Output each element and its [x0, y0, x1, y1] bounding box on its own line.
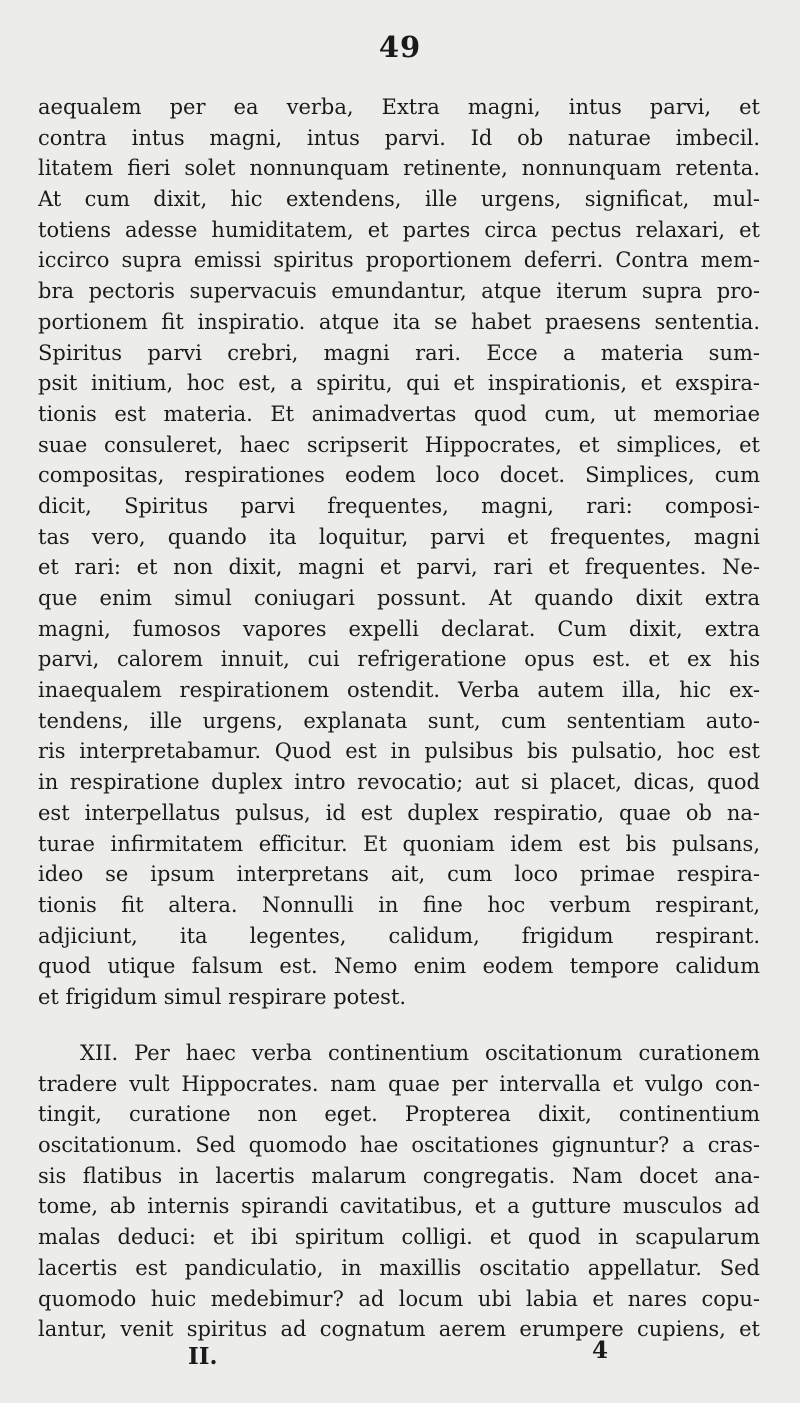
text-line: in respiratione duplex intro revocatio; aut si placet, dicas, quod	[38, 770, 760, 795]
paragraph-2	[38, 1038, 760, 1345]
text-line: inaequalem respirationem ostendit. Verba autem illa, hic ex-	[38, 678, 760, 703]
text-line: iccirco supra emissi spiritus proportionem deferri. Contra mem-	[38, 248, 760, 273]
text-line: bra pectoris supervacuis emundantur, atque iterum supra pro-	[38, 279, 760, 304]
text-line: litatem fieri solet nonnunquam retinente, nonnunquam retenta.	[38, 156, 760, 181]
text-line: adjiciunt, ita legentes, calidum, frigidum respirant.	[38, 923, 760, 948]
text-line: portionem fit inspiratio. atque ita se habet praesens sententia.	[38, 309, 760, 334]
text-line: sis flatibus in lacertis malarum congregatis. Nam docet ana-	[38, 1163, 760, 1188]
text-line: Spiritus parvi crebri, magni rari. Ecce a materia sum-	[38, 340, 760, 365]
text-line: ideo se ipsum interpretans ait, cum loco primae respira-	[38, 862, 760, 887]
text-line: At cum dixit, hic extendens, ille urgens, significat, mul-	[38, 187, 760, 212]
text-line: oscitationum. Sed quomodo hae oscitationes gignuntur? a cras-	[38, 1133, 760, 1158]
text-line: tome, ab internis spirandi cavitatibus, et a gutture musculos ad	[38, 1194, 760, 1219]
text-line: ris interpretabamur. Quod est in pulsibus bis pulsatio, hoc est	[38, 739, 760, 764]
text-line: tionis fit altera. Nonnulli in fine hoc verbum respirant,	[38, 892, 760, 917]
text-line: que enim simul coniugari possunt. At quando dixit extra	[38, 586, 760, 610]
text-line: tionis est materia. Et animadvertas quod cum, ut memoriae	[38, 401, 760, 426]
page-number: 49	[378, 30, 422, 64]
text-line: lantur, venit spiritus ad cognatum aerem erumpere cupiens, et	[38, 1317, 760, 1342]
text-line: et rari: et non dixit, magni et parvi, rari et frequentes. Ne-	[38, 555, 760, 580]
text-line: XII. Per haec verba continentium oscitationum curationem	[80, 1041, 760, 1065]
text-line: turae infirmitatem efficitur. Et quoniam idem est bis pulsans,	[38, 831, 760, 856]
signature-mark: II.	[188, 1343, 218, 1370]
text-line: totiens adesse humiditatem, et partes circa pectus relaxari, et	[38, 217, 760, 242]
text-line: quomodo huic medebimur? ad locum ubi labia et nares copu-	[38, 1286, 760, 1311]
text-line: aequalem per ea verba, Extra magni, intus parvi, et	[38, 95, 760, 119]
sheet-number: 4	[592, 1337, 609, 1364]
text-line: lacertis est pandiculatio, in maxillis oscitatio appellatur. Sed	[38, 1255, 760, 1280]
text-line: tingit, curatione non eget. Propterea dixit, continentium	[38, 1102, 760, 1127]
text-line: suae consuleret, haec scripserit Hippocrates, et simplices, et	[38, 432, 760, 457]
text-line: est interpellatus pulsus, id est duplex respiratio, quae ob na-	[38, 800, 760, 825]
text-line: et frigidum simul respirare potest.	[38, 984, 407, 1009]
text-line: dicit, Spiritus parvi frequentes, magni, rari: composi-	[38, 493, 760, 518]
text-line: tradere vult Hippocrates. nam quae per intervalla et vulgo con-	[38, 1071, 760, 1096]
text-line: compositas, respirationes eodem loco docet. Simplices, cum	[38, 463, 760, 488]
text-line: magni, fumosos vapores expelli declarat. Cum dixit, extra	[38, 616, 760, 641]
text-line: quod utique falsum est. Nemo enim eodem tempore calidum	[38, 954, 760, 979]
text-line: contra intus magni, intus parvi. Id ob naturae imbecil.	[38, 125, 760, 150]
paragraph-1	[38, 92, 760, 1013]
text-line: malas deduci: et ibi spiritum colligi. et quod in scapularum	[38, 1225, 760, 1250]
text-line: psit initium, hoc est, a spiritu, qui et inspirationis, et exspira-	[38, 371, 760, 396]
text-line: tendens, ille urgens, explanata sunt, cum sententiam auto-	[38, 708, 760, 733]
text-line: tas vero, quando ita loquitur, parvi et frequentes, magni	[38, 524, 760, 549]
text-line: parvi, calorem innuit, cui refrigeratione opus est. et ex his	[38, 647, 760, 672]
